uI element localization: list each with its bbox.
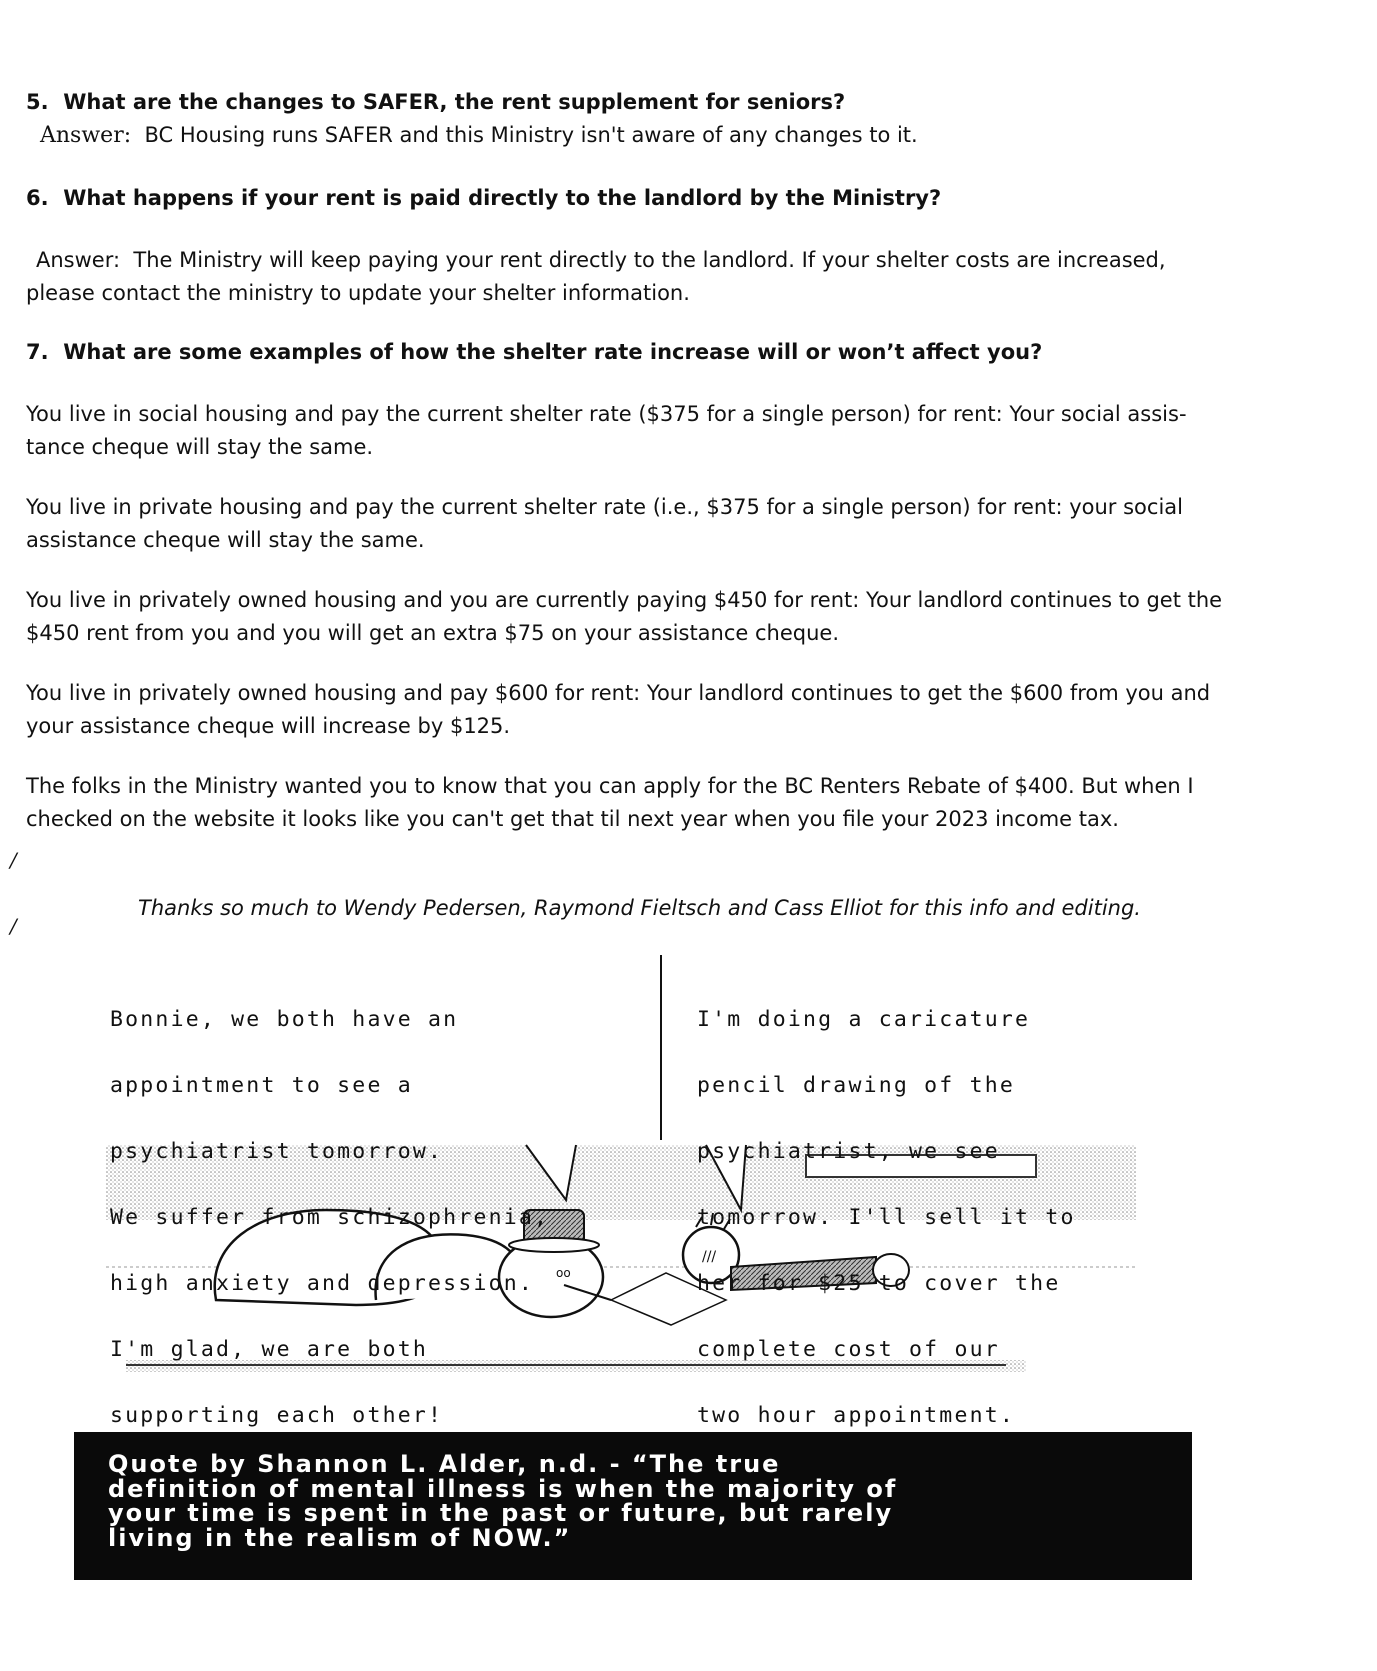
answer-6-line2: please contact the ministry to update your shelter information. (26, 281, 690, 305)
credit-line: Thanks so much to Wendy Pedersen, Raymond Fieltsch and Cass Elliot for this info and editing. (138, 896, 1141, 920)
quote-line: definition of mental illness is when the majority of (108, 1474, 898, 1503)
bubble-line: supporting each other! (110, 1403, 444, 1428)
answer-label: Answer: (36, 248, 121, 272)
margin-mark: / (10, 914, 17, 938)
answer-6-line1 (26, 244, 1266, 277)
question-text: What happens if your rent is paid directly to the landlord by the Ministry? (63, 186, 942, 210)
question-text: What are the changes to SAFER, the rent supplement for seniors? (63, 90, 846, 114)
answer-text: The Ministry will keep paying your rent directly to the landlord. If your shelter costs are increased, (133, 248, 1166, 272)
answer-label: Answer: (40, 123, 132, 148)
question-number: 5. (26, 90, 49, 114)
cartoon (106, 955, 1136, 1428)
quote-text (108, 1452, 1168, 1550)
question-5 (26, 86, 1266, 152)
paragraph-line: checked on the website it looks like you can't get that til next year when you file your 2023 income tax. (26, 807, 1119, 831)
question-7 (26, 336, 1266, 369)
question-6 (26, 182, 1266, 215)
svg-text:oo: oo (556, 1266, 571, 1280)
bubble-line: her for $25 to cover the (697, 1271, 1061, 1296)
quote-line: your time is spent in the past or future, but rarely (108, 1499, 894, 1527)
paragraph-line: The folks in the Ministry wanted you to know that you can apply for the BC Renters Rebate of $400. But when I (26, 774, 1194, 798)
bubble-line: I'm doing a caricature (697, 1007, 1031, 1032)
question-number: 7. (26, 340, 49, 364)
answer-5 (26, 119, 1266, 152)
bubble-line: high anxiety and depression. (110, 1271, 535, 1296)
example-paragraph (26, 584, 1266, 650)
bubble-line: I'm glad, we are both (110, 1337, 429, 1362)
renters-rebate-paragraph (26, 770, 1266, 836)
paragraph-line: You live in private housing and pay the current shelter rate (i.e., $375 for a single person) for rent: your social (26, 495, 1183, 519)
margin-mark: / (10, 848, 17, 872)
paragraph-line: your assistance cheque will increase by $125. (26, 714, 511, 738)
question-number: 6. (26, 186, 49, 210)
bubble-line: appointment to see a (110, 1073, 413, 1098)
paragraph-line: You live in social housing and pay the current shelter rate ($375 for a single person) for rent: Your social assis- (26, 402, 1187, 426)
paragraph-line: You live in privately owned housing and you are currently paying $450 for rent: Your landlord continues to get the (26, 588, 1223, 612)
bubble-line: psychiatrist, we see (697, 1139, 1000, 1164)
paragraph-line: $450 rent from you and you will get an extra $75 on your assistance cheque. (26, 621, 840, 645)
paragraph-line: You live in privately owned housing and pay $600 for rent: Your landlord continues to get the $600 from you and (26, 681, 1211, 705)
svg-text:///: /// (702, 1249, 717, 1265)
answer-6 (26, 244, 1266, 310)
question-7-heading (26, 336, 1266, 369)
question-5-heading (26, 86, 1266, 119)
example-paragraph (26, 677, 1266, 743)
quote-line: living in the realism of NOW.” (108, 1523, 572, 1552)
quote-box (74, 1432, 1192, 1580)
bubble-line: tomorrow. I'll sell it to (697, 1205, 1076, 1230)
quote-line: Quote by Shannon L. Alder, n.d. - “The true (108, 1450, 781, 1478)
bubble-line: psychiatrist tomorrow. (110, 1139, 444, 1164)
right-speech-bubble (697, 965, 1076, 1471)
answer-text: BC Housing runs SAFER and this Ministry isn't aware of any changes to it. (144, 123, 918, 147)
bubble-line: complete cost of our (697, 1337, 1000, 1362)
question-6-heading (26, 182, 1266, 215)
left-speech-bubble (110, 965, 549, 1471)
bubble-line: two hour appointment. (697, 1403, 1016, 1428)
example-paragraph (26, 398, 1266, 464)
bubble-line: We suffer from schizophrenia, (110, 1205, 550, 1230)
example-paragraph (26, 491, 1266, 557)
bubble-line: pencil drawing of the (697, 1073, 1016, 1098)
paragraph-line: assistance cheque will stay the same. (26, 528, 425, 552)
bubble-line: Bonnie, we both have an (110, 1007, 459, 1032)
question-text: What are some examples of how the shelter rate increase will or won’t affect you? (63, 340, 1043, 364)
paragraph-line: tance cheque will stay the same. (26, 435, 374, 459)
